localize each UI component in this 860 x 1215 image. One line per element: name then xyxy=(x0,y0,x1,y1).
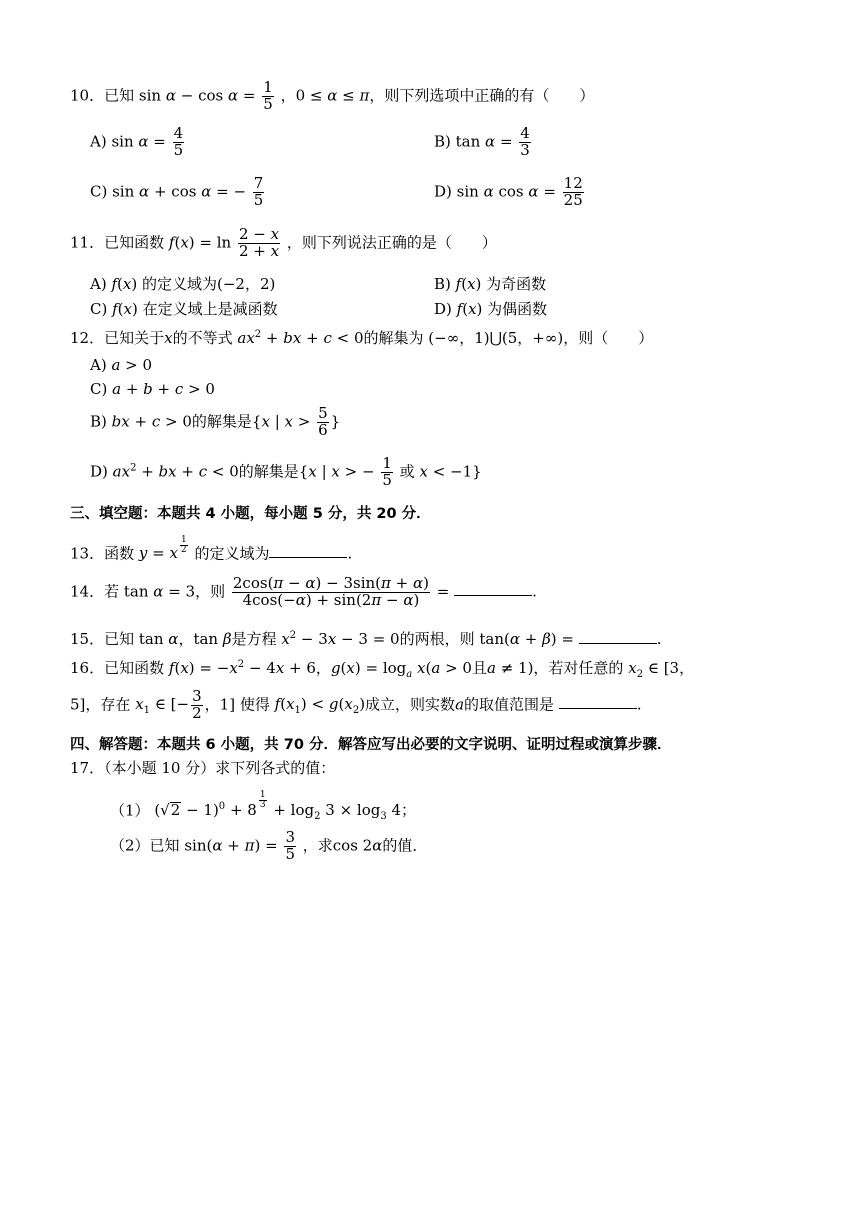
q12-stem: 12．已知关于x的不等式 $ax^2$ + bx + c < 0的解集为 (−∞，1)⋃(5，+∞)，则（ ） xyxy=(70,329,654,347)
section-4-heading: 四、解答题：本题共 6 小题，共 70 分．解答应写出必要的文字说明、证明过程或演算步骤． xyxy=(70,737,672,753)
q17-part-2: （2）已知 sin(α + π) = $\frac{3}{5}$ ，求cos 2α的值． xyxy=(110,828,428,863)
answer-blank xyxy=(559,696,637,709)
q13: 13．函数 y = x $^{\frac{1}{2}}$ 的定义域为 . xyxy=(70,535,353,563)
q10-option-b: B) tan α = $\frac{4}{3}$ xyxy=(434,124,530,159)
answer-blank xyxy=(579,631,657,644)
q14: 14．若 tan α = 3，则 $\frac{2\cos(\pi - \alpha) - 3\sin(\pi + \alpha)}{4\cos(-\alpha) + \sin(2\pi - \alpha)}$ = . xyxy=(70,574,537,609)
answer-blank xyxy=(269,545,347,558)
q12-option-c: C) a + b + c > 0 xyxy=(90,380,215,398)
q11-option-d: D) f(x) 为偶函数 xyxy=(434,300,548,318)
q11-stem: 11．已知函数 f(x) = ln $\frac{2 - x}{2 + x}$ ，则下列说法正确的是（ ） xyxy=(70,225,497,260)
q12-option-a: A) a > 0 xyxy=(90,356,153,374)
q16-line2: 5]，存在 $x_1$ ∈ [− $\frac{3}{2}$ ，1] 使得 $f(x_1) < g(x_2)$成立，则实数a的取值范围是 . xyxy=(70,687,642,722)
q10-option-a: A) sin α = $\frac{4}{5}$ xyxy=(90,124,184,159)
q10-stem: 10．已知 sin α − cos α = $\frac{1}{5}$ ，0 ≤ α ≤ π，则下列选项中正确的有（ ） xyxy=(70,78,595,113)
q16-line1: 16．已知函数 $f(x) = -x^2 - 4x + 6$，$g(x) = \log_a x(a > 0$且a ≠ 1)，若对任意的 $x_2$ ∈ [3， xyxy=(70,659,695,680)
q11-option-b: B) f(x) 为奇函数 xyxy=(434,275,547,293)
answer-blank xyxy=(454,583,532,596)
q17-stem: 17．（本小题 10 分）求下列各式的值： xyxy=(70,759,336,777)
q11-option-c: C) f(x) 在定义域上是减函数 xyxy=(90,300,278,318)
q17-part-1: （1） $(√2 - 1)^0 + 8$ $^{\frac{1}{3}}$ + $\log_2 3 \times \log_3 4$； xyxy=(110,790,417,823)
q15: 15．已知 tan α，tan β是方程 $x^2 - 3x - 3 = 0$的两根，则 tan(α + β) = . xyxy=(70,630,662,648)
section-3-heading: 三、填空题：本题共 4 小题，每小题 5 分，共 20 分． xyxy=(70,506,431,522)
q10-option-d: D) sin α cos α = $\frac{12}{25}$ xyxy=(434,174,583,209)
q11-option-a: A) f(x) 的定义域为(−2，2) xyxy=(90,275,276,293)
q12-option-b: B) bx + c > 0的解集是{x | x > $\frac{5}{6}$ } xyxy=(90,404,341,439)
q10-option-c: C) sin α + cos α = − $\frac{7}{5}$ xyxy=(90,174,264,209)
q12-option-d: D) $ax^2$ + bx + c < 0的解集是{x | x > − $\frac{1}{5}$ 或 x < −1} xyxy=(90,454,482,489)
